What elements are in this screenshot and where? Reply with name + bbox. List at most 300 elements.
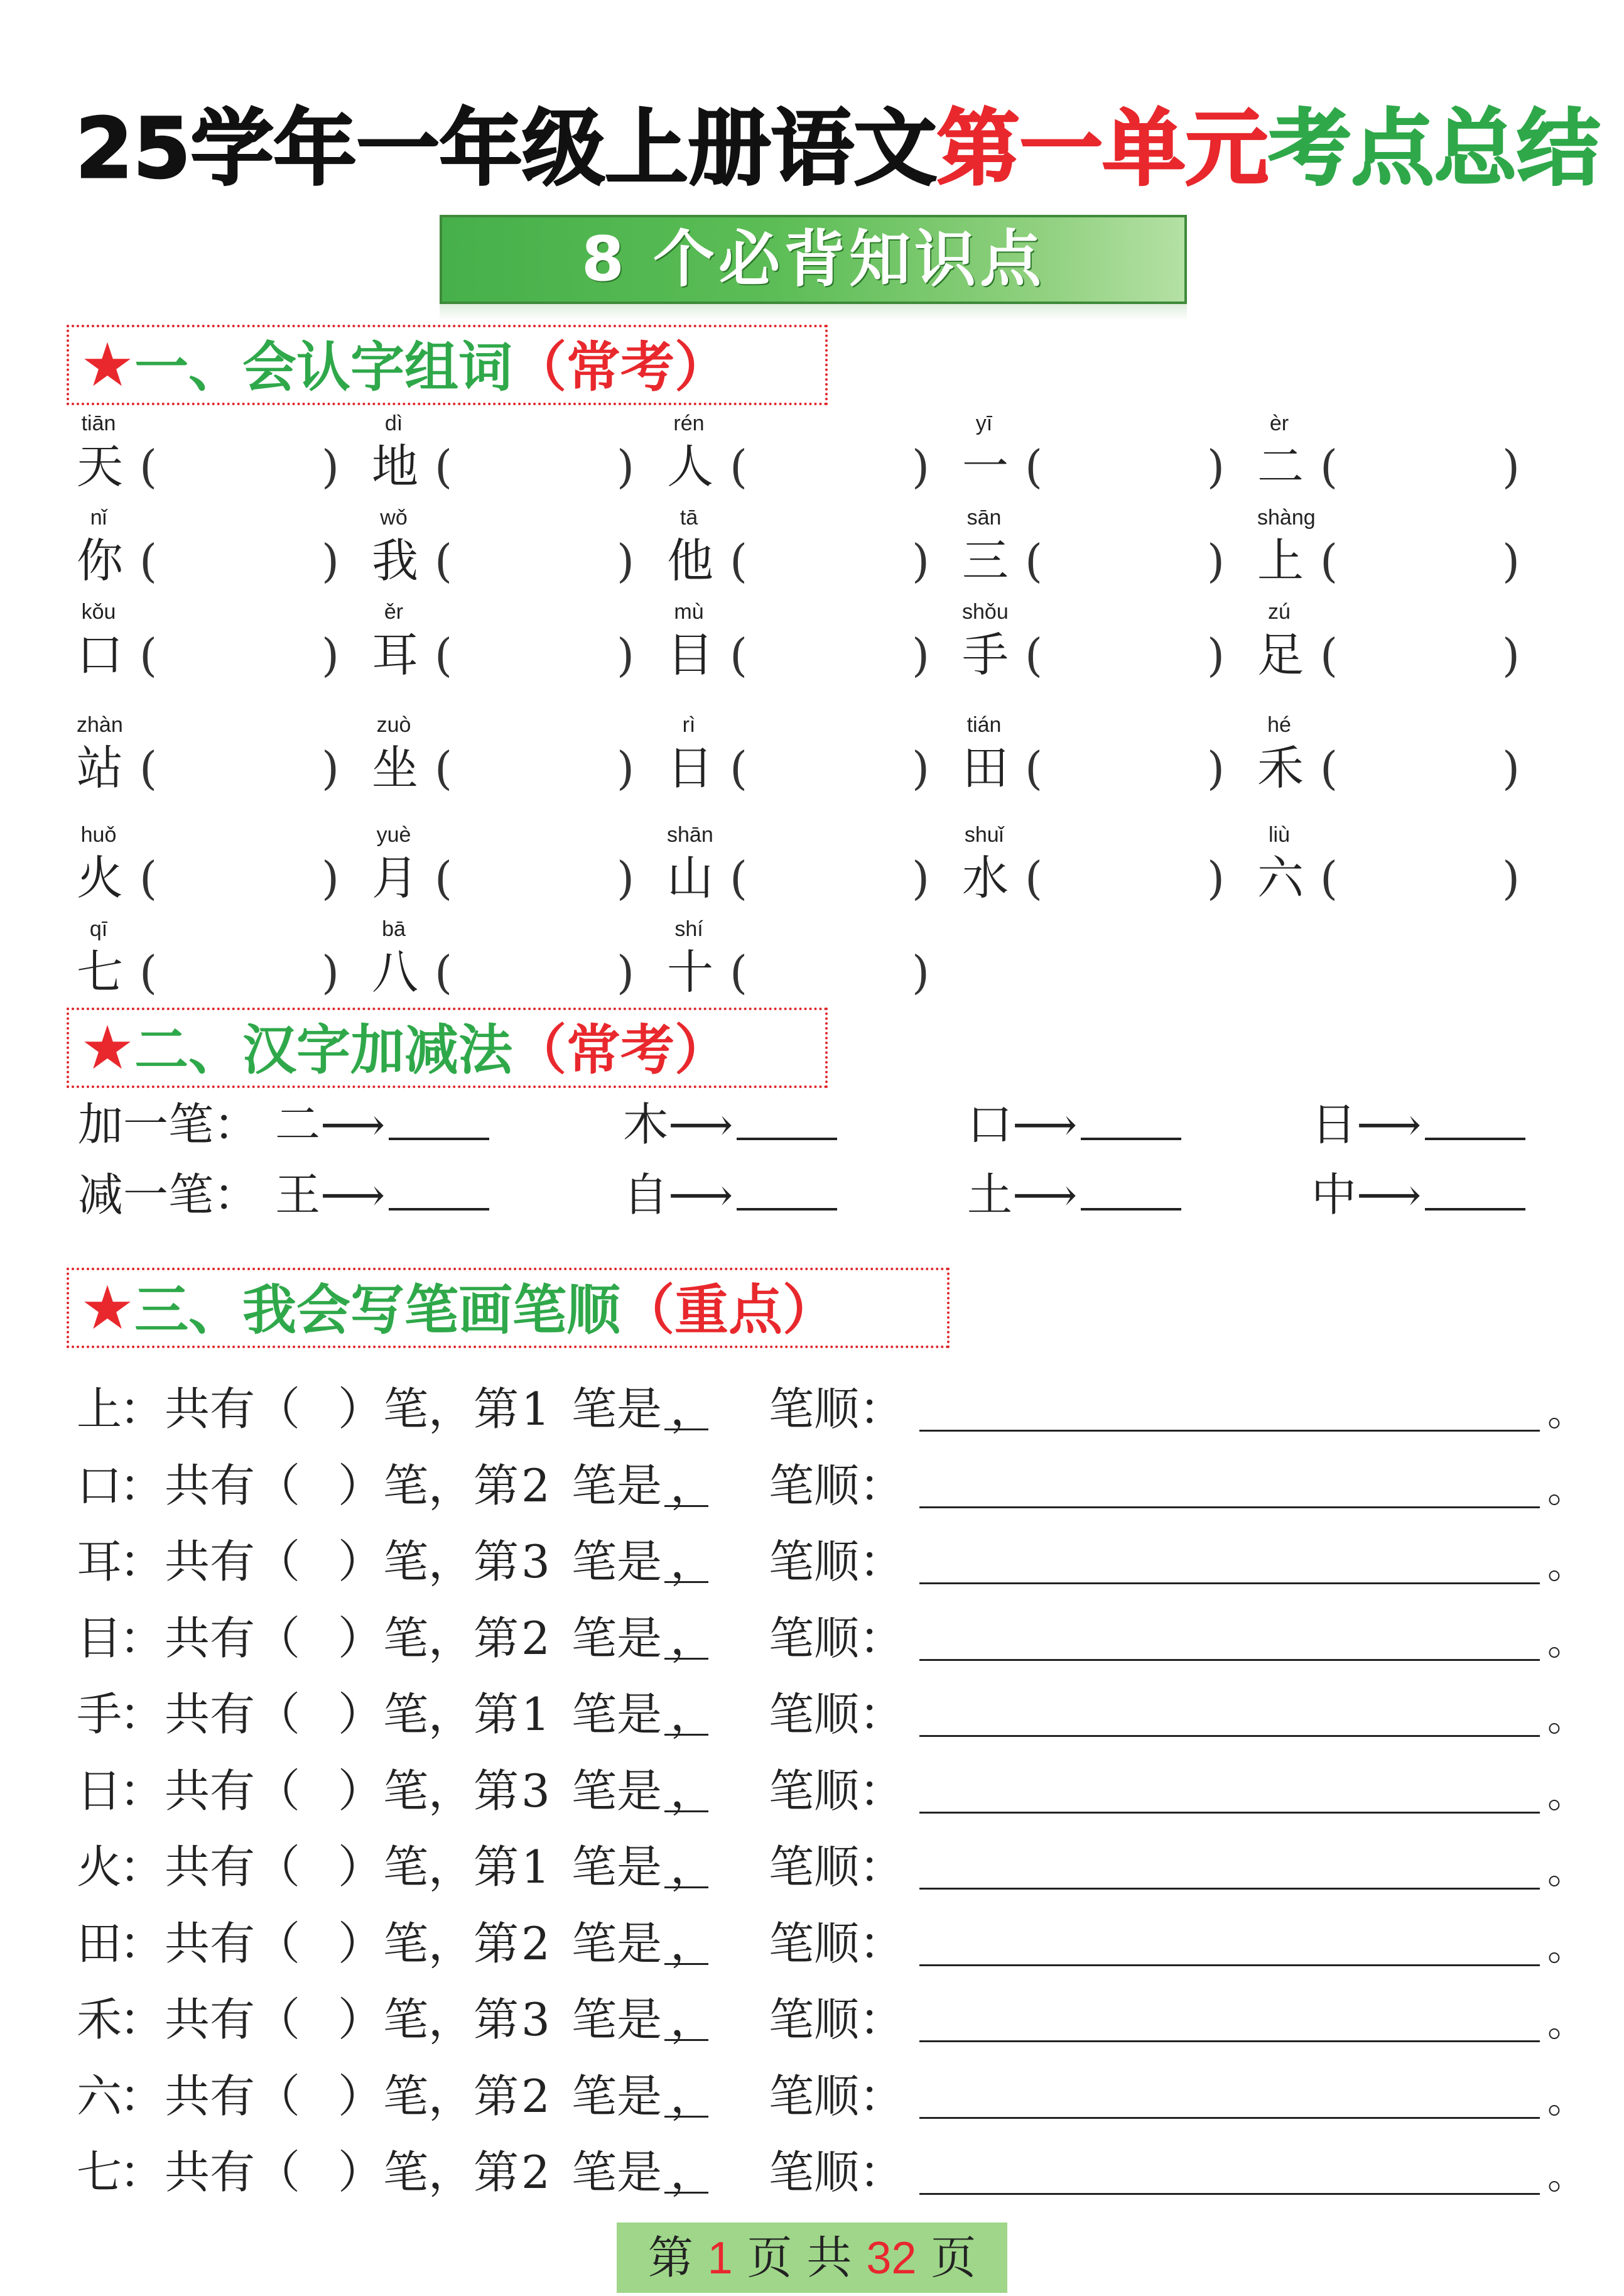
arrow-icon: ⟶	[320, 1098, 386, 1151]
stroke-blank[interactable]	[664, 1658, 708, 1660]
word-item	[1257, 411, 1552, 512]
source-character: 土	[967, 1168, 1013, 1221]
open-paren: (	[139, 535, 158, 587]
stroke-order-label: 笔顺：	[769, 1841, 905, 1893]
pinyin: shí	[674, 917, 703, 941]
stroke-number: 2	[521, 1459, 550, 1512]
open-paren: (	[1025, 535, 1043, 587]
nth-stroke-label: ）笔，第	[338, 1459, 519, 1512]
pinyin: huǒ	[80, 823, 117, 847]
word-item	[372, 411, 667, 512]
comma: ，	[670, 1765, 716, 1817]
close-paren: )	[1207, 440, 1225, 493]
title-part-2: 第一单元	[936, 101, 1269, 197]
character: 你	[77, 534, 123, 588]
footer-prefix: 第	[647, 2231, 693, 2284]
stroke-row	[77, 1449, 1585, 1523]
character: 目	[667, 628, 713, 682]
stroke-order-label: 笔顺：	[769, 2146, 905, 2199]
stroke-order-line[interactable]	[919, 1659, 1540, 1661]
arrow-icon: ⟶	[668, 1168, 734, 1221]
stroke-order-line[interactable]	[919, 2117, 1540, 2119]
stroke-row	[77, 1677, 1585, 1751]
pinyin: èr	[1269, 411, 1289, 435]
comma: ，	[670, 1688, 716, 1741]
character: 地	[372, 440, 418, 494]
stroke-order-line[interactable]	[919, 1812, 1540, 1814]
close-paren: )	[912, 629, 930, 682]
stroke-blank[interactable]	[664, 1734, 708, 1736]
banner-shadow	[440, 304, 1187, 320]
title-part-3: 考点总结	[1268, 101, 1600, 197]
stroke-row	[77, 1372, 1585, 1446]
stroke-row	[77, 1601, 1585, 1675]
close-paren: )	[617, 742, 635, 795]
nth-stroke-label: ）笔，第	[338, 2146, 519, 2199]
arrow-icon: ⟶	[1356, 1098, 1422, 1151]
stroke-blank[interactable]	[664, 2192, 708, 2194]
pinyin: rén	[673, 411, 705, 435]
section-2-heading	[67, 1008, 828, 1088]
stroke-character: 田	[77, 1917, 122, 1970]
nth-stroke-suffix: 笔是	[571, 1841, 663, 1893]
pinyin: zú	[1268, 600, 1291, 624]
total-strokes-label: ：共有（	[119, 1917, 301, 1970]
close-paren: )	[1502, 629, 1520, 682]
pinyin: hé	[1267, 713, 1291, 737]
open-paren: (	[730, 742, 748, 795]
open-paren: (	[435, 742, 453, 795]
character: 人	[667, 440, 713, 494]
open-paren: (	[1025, 852, 1043, 905]
stroke-order-label: 笔顺：	[769, 1688, 905, 1741]
close-paren: )	[912, 852, 930, 905]
stroke-character: 火	[77, 1841, 122, 1893]
stroke-order-label: 笔顺：	[769, 1917, 905, 1970]
period: 。	[1547, 2078, 1585, 2122]
sub-stroke-item	[623, 1163, 837, 1226]
nth-stroke-suffix: 笔是	[571, 1688, 663, 1741]
word-item	[667, 823, 962, 923]
word-item	[77, 917, 372, 1018]
open-paren: (	[730, 440, 748, 493]
character: 二	[1257, 440, 1304, 494]
arrow-icon: ⟶	[668, 1098, 734, 1151]
sub-stroke-label: 减一笔：	[78, 1168, 259, 1221]
stroke-order-label: 笔顺：	[769, 1765, 905, 1817]
source-character: 自	[623, 1168, 669, 1221]
section-2-tag: （常考）	[512, 1019, 729, 1082]
stroke-number: 2	[521, 2070, 550, 2123]
character: 火	[77, 851, 123, 905]
character: 水	[962, 851, 1009, 905]
word-item	[667, 600, 962, 700]
open-paren: (	[1025, 440, 1043, 493]
section-1-tag: （常考）	[512, 336, 729, 399]
total-strokes-label: ：共有（	[119, 1765, 301, 1817]
open-paren: (	[139, 946, 158, 999]
open-paren: (	[139, 629, 158, 682]
sub-stroke-item	[275, 1163, 489, 1226]
character: 八	[372, 945, 418, 999]
pinyin: nǐ	[90, 506, 107, 530]
stroke-row	[77, 2059, 1585, 2133]
pinyin: sān	[966, 506, 1002, 530]
stroke-blank[interactable]	[664, 2039, 708, 2041]
add-stroke-label: 加一笔：	[78, 1098, 259, 1151]
pinyin: bā	[382, 917, 406, 941]
total-strokes-label: ：共有（	[119, 1841, 301, 1893]
close-paren: )	[617, 946, 635, 999]
close-paren: )	[1502, 535, 1520, 587]
total-pages: 32	[866, 2233, 917, 2283]
word-item	[77, 713, 372, 813]
close-paren: )	[1207, 629, 1225, 682]
close-paren: )	[322, 852, 340, 905]
add-stroke-item	[1311, 1093, 1525, 1156]
source-character: 二	[275, 1098, 321, 1151]
character: 三	[962, 534, 1009, 588]
stroke-order-line[interactable]	[919, 2040, 1540, 2042]
nth-stroke-label: ）笔，第	[338, 2070, 519, 2123]
add-stroke-item	[275, 1093, 489, 1156]
nth-stroke-suffix: 笔是	[571, 2070, 663, 2123]
period: 。	[1547, 1849, 1585, 1893]
pinyin: yuè	[376, 823, 411, 847]
stroke-character: 上	[77, 1383, 122, 1435]
pinyin: yī	[975, 411, 993, 435]
title-part-1: 25学年一年级上册语文	[75, 101, 937, 197]
stroke-number: 3	[521, 1765, 550, 1817]
pinyin: shàng	[1257, 506, 1316, 530]
pinyin: wǒ	[380, 506, 408, 530]
stroke-character: 耳	[77, 1535, 122, 1588]
word-item	[372, 713, 667, 813]
open-paren: (	[435, 946, 453, 999]
pinyin: rì	[682, 713, 696, 737]
star-icon: ★	[80, 1273, 135, 1343]
arrow-icon: ⟶	[320, 1168, 386, 1221]
answer-blank[interactable]	[1081, 1094, 1181, 1140]
nth-stroke-suffix: 笔是	[571, 1917, 663, 1970]
pinyin: mù	[674, 600, 704, 624]
character: 山	[667, 851, 713, 905]
character: 口	[77, 628, 123, 682]
comma: ，	[670, 1612, 716, 1665]
stroke-row	[77, 1907, 1585, 1981]
arrow-icon: ⟶	[1356, 1168, 1422, 1221]
stroke-blank[interactable]	[664, 1963, 708, 1965]
word-item	[1257, 713, 1552, 813]
character: 坐	[372, 741, 418, 795]
character: 一	[962, 440, 1009, 494]
open-paren: (	[1320, 852, 1338, 905]
nth-stroke-suffix: 笔是	[571, 1535, 663, 1588]
stroke-order-label: 笔顺：	[769, 2070, 905, 2123]
nth-stroke-suffix: 笔是	[571, 1612, 663, 1665]
stroke-character: 口	[77, 1459, 122, 1512]
close-paren: )	[912, 742, 930, 795]
stroke-order-label: 笔顺：	[769, 1383, 905, 1435]
pinyin: zhàn	[77, 713, 123, 737]
pinyin: ěr	[384, 600, 404, 624]
source-character: 木	[623, 1098, 669, 1151]
stroke-number: 1	[521, 1688, 550, 1741]
word-item	[372, 506, 667, 606]
source-character: 口	[967, 1098, 1013, 1151]
answer-blank[interactable]	[389, 1164, 489, 1211]
stroke-number: 2	[521, 1917, 550, 1970]
close-paren: )	[1502, 440, 1520, 493]
stroke-character: 七	[77, 2146, 122, 2199]
close-paren: )	[617, 629, 635, 682]
pinyin: shuǐ	[964, 823, 1004, 847]
stroke-number: 2	[521, 2146, 550, 2199]
comma: ，	[670, 1383, 716, 1435]
character: 足	[1257, 628, 1304, 682]
total-strokes-label: ：共有（	[119, 1383, 301, 1435]
stroke-number: 1	[521, 1383, 550, 1435]
close-paren: )	[322, 742, 340, 795]
stroke-order-line[interactable]	[919, 1735, 1540, 1737]
arrow-icon: ⟶	[1012, 1098, 1078, 1151]
period: 。	[1547, 2001, 1585, 2045]
page-title	[75, 94, 1600, 204]
character: 日	[667, 741, 713, 795]
sub-stroke-item	[1311, 1163, 1525, 1226]
nth-stroke-label: ）笔，第	[338, 1841, 519, 1893]
stroke-order-line[interactable]	[919, 1506, 1540, 1508]
add-stroke-item	[967, 1093, 1181, 1156]
character: 田	[962, 741, 1009, 795]
answer-blank[interactable]	[1425, 1164, 1525, 1211]
pinyin: liù	[1268, 823, 1291, 847]
answer-blank[interactable]	[737, 1164, 837, 1211]
nth-stroke-label: ）笔，第	[338, 1688, 519, 1741]
period: 。	[1547, 1543, 1585, 1587]
stroke-blank[interactable]	[664, 1581, 708, 1583]
period: 。	[1547, 1467, 1585, 1511]
word-item	[372, 917, 667, 1018]
stroke-order-line[interactable]	[919, 2193, 1540, 2195]
period: 。	[1547, 1620, 1585, 1664]
stroke-blank[interactable]	[664, 1428, 708, 1430]
close-paren: )	[322, 946, 340, 999]
close-paren: )	[617, 535, 635, 587]
answer-blank[interactable]	[1425, 1094, 1525, 1140]
close-paren: )	[1502, 852, 1520, 905]
page-footer	[617, 2223, 1007, 2293]
word-item	[1257, 823, 1552, 923]
word-item	[77, 411, 372, 512]
word-item	[372, 600, 667, 700]
character: 禾	[1257, 741, 1304, 795]
pinyin: tā	[679, 506, 698, 530]
stroke-character: 手	[77, 1688, 122, 1741]
star-icon: ★	[80, 1013, 135, 1083]
open-paren: (	[139, 440, 158, 493]
stroke-row	[77, 1830, 1585, 1904]
period: 。	[1547, 1925, 1585, 1969]
open-paren: (	[435, 440, 453, 493]
add-stroke-item	[623, 1093, 837, 1156]
nth-stroke-label: ）笔，第	[338, 1765, 519, 1817]
open-paren: (	[1320, 629, 1338, 682]
answer-blank[interactable]	[389, 1094, 489, 1140]
pinyin: kǒu	[81, 600, 116, 624]
close-paren: )	[1207, 742, 1225, 795]
total-strokes-label: ：共有（	[119, 1612, 301, 1665]
word-item	[667, 411, 962, 512]
open-paren: (	[730, 946, 748, 999]
close-paren: )	[912, 946, 930, 999]
comma: ，	[670, 2070, 716, 2123]
stroke-order-line[interactable]	[919, 1430, 1540, 1432]
character: 六	[1257, 851, 1304, 905]
comma: ，	[670, 1459, 716, 1512]
open-paren: (	[435, 852, 453, 905]
open-paren: (	[1025, 742, 1043, 795]
close-paren: )	[912, 535, 930, 587]
pinyin: tiān	[81, 411, 116, 435]
character: 站	[77, 741, 123, 795]
open-paren: (	[139, 852, 158, 905]
pinyin: zuò	[376, 713, 411, 737]
close-paren: )	[322, 629, 340, 682]
total-strokes-label: ：共有（	[119, 1993, 301, 2046]
arrow-icon: ⟶	[1012, 1168, 1078, 1221]
stroke-order-line[interactable]	[919, 1582, 1540, 1584]
word-item	[1257, 506, 1552, 606]
stroke-blank[interactable]	[664, 2116, 708, 2118]
pinyin: shǒu	[962, 600, 1009, 624]
close-paren: )	[1207, 852, 1225, 905]
star-icon: ★	[80, 330, 135, 400]
close-paren: )	[1207, 535, 1225, 587]
stroke-order-line[interactable]	[919, 1888, 1540, 1890]
nth-stroke-label: ）笔，第	[338, 1917, 519, 1970]
stroke-order-label: 笔顺：	[769, 1535, 905, 1588]
period: 。	[1547, 1696, 1585, 1740]
stroke-number: 1	[521, 1841, 550, 1893]
total-strokes-label: ：共有（	[119, 1535, 301, 1588]
nth-stroke-label: ）笔，第	[338, 1612, 519, 1665]
open-paren: (	[730, 535, 748, 587]
open-paren: (	[1320, 535, 1338, 587]
word-item	[77, 823, 372, 923]
total-strokes-label: ：共有（	[119, 2070, 301, 2123]
nth-stroke-suffix: 笔是	[571, 1459, 663, 1512]
word-item	[962, 713, 1257, 813]
character: 上	[1257, 534, 1304, 588]
character: 他	[667, 534, 713, 588]
stroke-order-label: 笔顺：	[769, 1612, 905, 1665]
stroke-row	[77, 2135, 1585, 2209]
word-item	[667, 713, 962, 813]
section-3-heading	[67, 1268, 950, 1348]
period: 。	[1547, 1391, 1585, 1435]
section-3-tag: （重点）	[620, 1279, 837, 1342]
character: 天	[77, 440, 123, 494]
comma: ，	[670, 2146, 716, 2199]
word-item	[962, 600, 1257, 700]
footer-suffix: 页	[931, 2231, 977, 2284]
character: 七	[77, 945, 123, 999]
nth-stroke-suffix: 笔是	[571, 1993, 663, 2046]
source-character: 中	[1311, 1168, 1357, 1221]
open-paren: (	[435, 535, 453, 587]
section-1-heading	[67, 325, 828, 405]
period: 。	[1547, 2154, 1585, 2198]
stroke-number: 2	[521, 1612, 550, 1665]
word-item	[1257, 600, 1552, 700]
stroke-blank[interactable]	[664, 1886, 708, 1888]
period: 。	[1547, 1773, 1585, 1817]
section-2-label: 二、汉字加减法	[134, 1019, 513, 1082]
stroke-row	[77, 1983, 1585, 2057]
close-paren: )	[322, 440, 340, 493]
word-item	[372, 823, 667, 923]
total-strokes-label: ：共有（	[119, 1688, 301, 1741]
character: 十	[667, 945, 713, 999]
nth-stroke-label: ）笔，第	[338, 1383, 519, 1435]
nth-stroke-suffix: 笔是	[571, 1765, 663, 1817]
stroke-blank[interactable]	[664, 1505, 708, 1507]
answer-blank[interactable]	[1081, 1164, 1181, 1211]
nth-stroke-label: ）笔，第	[338, 1993, 519, 2046]
open-paren: (	[730, 629, 748, 682]
stroke-number: 3	[521, 1535, 550, 1588]
stroke-character: 日	[77, 1765, 122, 1817]
open-paren: (	[1320, 742, 1338, 795]
close-paren: )	[617, 852, 635, 905]
close-paren: )	[912, 440, 930, 493]
comma: ，	[670, 1535, 716, 1588]
comma: ，	[670, 1993, 716, 2046]
answer-blank[interactable]	[737, 1094, 837, 1140]
stroke-row	[77, 1754, 1585, 1828]
section-3-label: 三、我会写笔画笔顺	[134, 1279, 621, 1342]
sub-stroke-item	[967, 1163, 1181, 1226]
knowledge-banner: 8 个必背知识点	[440, 215, 1187, 304]
open-paren: (	[1320, 440, 1338, 493]
pinyin: shān	[667, 823, 713, 847]
word-item	[77, 506, 372, 606]
word-item	[962, 411, 1257, 512]
word-item	[77, 600, 372, 700]
stroke-order-line[interactable]	[919, 1964, 1540, 1966]
stroke-order-label: 笔顺：	[769, 1459, 905, 1512]
nth-stroke-suffix: 笔是	[571, 2146, 663, 2199]
character: 月	[372, 851, 418, 905]
total-strokes-label: ：共有（	[119, 2146, 301, 2199]
section-1-label: 一、会认字组词	[134, 336, 513, 399]
stroke-character: 禾	[77, 1993, 122, 2046]
word-item	[667, 917, 962, 1018]
character: 耳	[372, 628, 418, 682]
pinyin: tián	[966, 713, 1002, 737]
comma: ，	[670, 1841, 716, 1893]
footer-mid: 页 共	[747, 2231, 852, 2284]
stroke-blank[interactable]	[664, 1810, 708, 1812]
stroke-order-label: 笔顺：	[769, 1993, 905, 2046]
character: 我	[372, 534, 418, 588]
total-strokes-label: ：共有（	[119, 1459, 301, 1512]
source-character: 日	[1311, 1098, 1357, 1151]
close-paren: )	[322, 535, 340, 587]
stroke-row	[77, 1525, 1585, 1599]
source-character: 王	[275, 1168, 321, 1221]
